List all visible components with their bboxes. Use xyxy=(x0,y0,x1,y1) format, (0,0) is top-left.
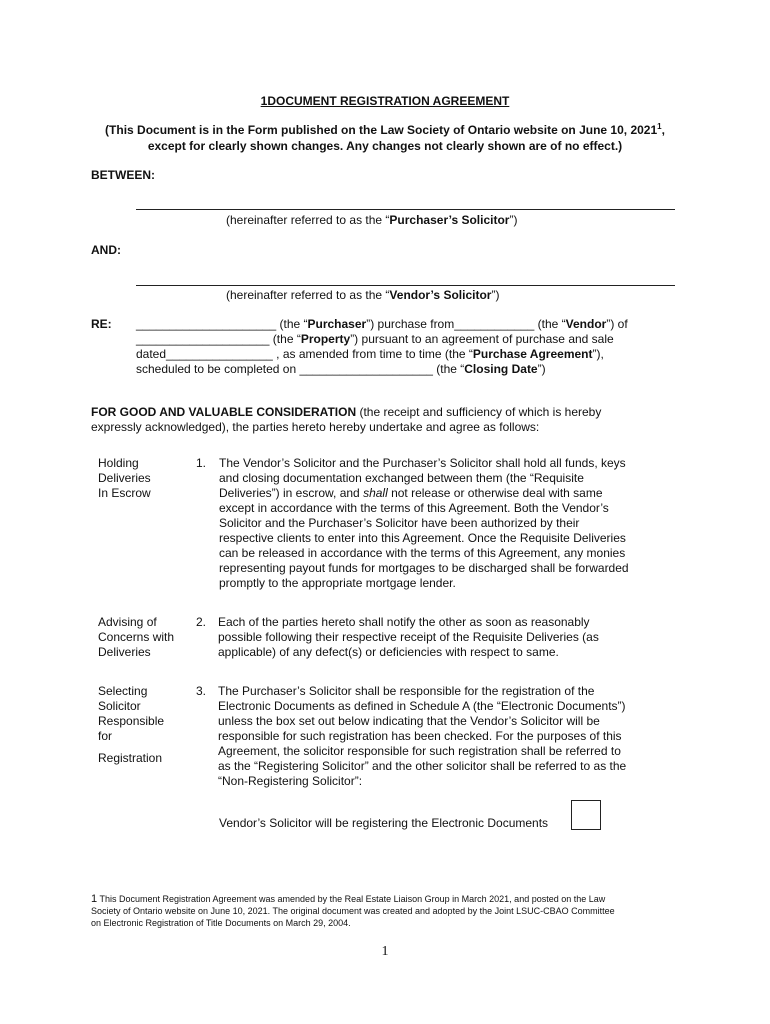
page-number: 1 xyxy=(381,944,389,959)
footnote xyxy=(91,893,615,929)
re-line-3: dated________________ , as amended from time to time (the “Purchase Agreement”), xyxy=(136,347,604,361)
section-3-line: responsible for such registration has been checked. For the purposes of this xyxy=(218,729,622,743)
re-label: RE: xyxy=(91,317,112,331)
section-1-line: and closing documentation exchanged between them (the “Requisite xyxy=(219,471,584,485)
section-3-body xyxy=(218,684,626,789)
re-line-2: ____________________ (the “Property”) pursuant to an agreement of purchase and sale xyxy=(136,332,614,346)
section-3-line: The Purchaser’s Solicitor shall be responsible for the registration of the xyxy=(218,684,595,698)
vendor-solicitor-caption: (hereinafter referred to as the “Vendor’s Solicitor”) xyxy=(226,288,500,302)
section-2-side-line: Advising of xyxy=(98,615,157,629)
section-3-line: Electronic Documents as defined in Schedule A (the “Electronic Documents”) xyxy=(218,699,626,713)
re-line-1: _____________________ (the “Purchaser”) purchase from____________ (the “Vendor”) of xyxy=(136,317,628,331)
subtitle-line-2: except for clearly shown changes. Any changes not clearly shown are of no effect.) xyxy=(147,139,623,153)
section-3-line: as the “Registering Solicitor” and the other solicitor shall be referred to as the xyxy=(218,759,627,773)
and-label: AND: xyxy=(91,243,121,257)
between-label: BETWEEN: xyxy=(91,168,155,182)
section-3-side-line: Solicitor xyxy=(98,699,141,713)
section-1-line: respective clients to enter into this Agreement. Once the Requisite Deliveries xyxy=(219,531,626,545)
section-2-line: applicable) of any defect(s) or deficiencies with respect to same. xyxy=(218,645,559,659)
footnote-line: Society of Ontario website on June 10, 2021. The original document was created and adopted by the Joint LSUC-CBAO Committee xyxy=(91,906,615,916)
section-1-line: can be released in accordance with the terms of this Agreement, any monies xyxy=(219,546,626,560)
footnote-line: on Electronic Registration of Title Documents on March 29, 2004. xyxy=(91,918,351,928)
section-2-side-line: Concerns with xyxy=(98,630,175,644)
vendor-registering-label: Vendor’s Solicitor will be registering the Electronic Documents xyxy=(219,816,549,830)
section-1-side-line: Holding xyxy=(98,456,139,470)
section-1-body xyxy=(219,456,629,591)
document-title: 1DOCUMENT REGISTRATION AGREEMENT xyxy=(260,94,510,108)
section-1-line: The Vendor’s Solicitor and the Purchaser’s Solicitor shall hold all funds, keys xyxy=(219,456,626,470)
vendor-registering-checkbox[interactable] xyxy=(571,800,601,830)
consideration-line-2: expressly acknowledged), the parties hereto hereby undertake and agree as follows: xyxy=(91,420,540,434)
section-1-number: 1. xyxy=(196,456,207,470)
section-2-sidebar xyxy=(98,615,174,660)
section-2-line: Each of the parties hereto shall notify the other as soon as reasonably xyxy=(218,615,590,629)
section-1-side-line: Deliveries xyxy=(98,471,151,485)
purchaser-solicitor-caption: (hereinafter referred to as the “Purchaser’s Solicitor”) xyxy=(226,213,518,227)
footnote-line: 1 This Document Registration Agreement was amended by the Real Estate Liaison Group in March 2021, and posted on the Law xyxy=(91,893,606,905)
subtitle-line-1: (This Document is in the Form published on the Law Society of Ontario website on June 10, 2021$^1$, xyxy=(105,122,665,137)
section-1-line: Deliveries”) in escrow, and shall not release or otherwise deal with same xyxy=(219,486,603,500)
vendor-solicitor-line[interactable] xyxy=(136,285,675,286)
section-1-side-line: In Escrow xyxy=(98,486,151,500)
re-line-4: scheduled to be completed on ____________________ (the “Closing Date”) xyxy=(136,362,546,376)
section-3-sidebar xyxy=(98,684,164,766)
section-1-line: promptly to the appropriate mortgage lender. xyxy=(219,576,456,590)
purchaser-solicitor-line[interactable] xyxy=(136,209,675,210)
section-3-side-line: for xyxy=(98,729,113,743)
section-1-line: representing payout funds for mortgages to be discharged shall be forwarded xyxy=(219,561,629,575)
section-2-line: possible following their respective receipt of the Requisite Deliveries (as xyxy=(218,630,599,644)
section-2-number: 2. xyxy=(196,615,207,629)
section-3-line: unless the box set out below indicating that the Vendor’s Solicitor will be xyxy=(218,714,600,728)
section-3-number: 3. xyxy=(196,684,207,698)
section-3-side-line: Selecting xyxy=(98,684,148,698)
section-3-line: “Non-Registering Solicitor”: xyxy=(218,774,363,788)
section-1-line: Solicitor and the Purchaser’s Solicitor have been authorized by their xyxy=(219,516,580,530)
section-3-line: Agreement, the solicitor responsible for such registration shall be referred to xyxy=(218,744,621,758)
section-1-sidebar xyxy=(98,456,151,501)
consideration-line-1: FOR GOOD AND VALUABLE CONSIDERATION (the receipt and sufficiency of which is hereby xyxy=(91,405,602,419)
section-3-side-line: Registration xyxy=(98,751,163,765)
section-1-line: except in accordance with the terms of this Agreement. Both the Vendor’s xyxy=(219,501,609,515)
section-2-side-line: Deliveries xyxy=(98,645,151,659)
section-3-side-line: Responsible xyxy=(98,714,165,728)
section-2-body xyxy=(218,615,599,660)
